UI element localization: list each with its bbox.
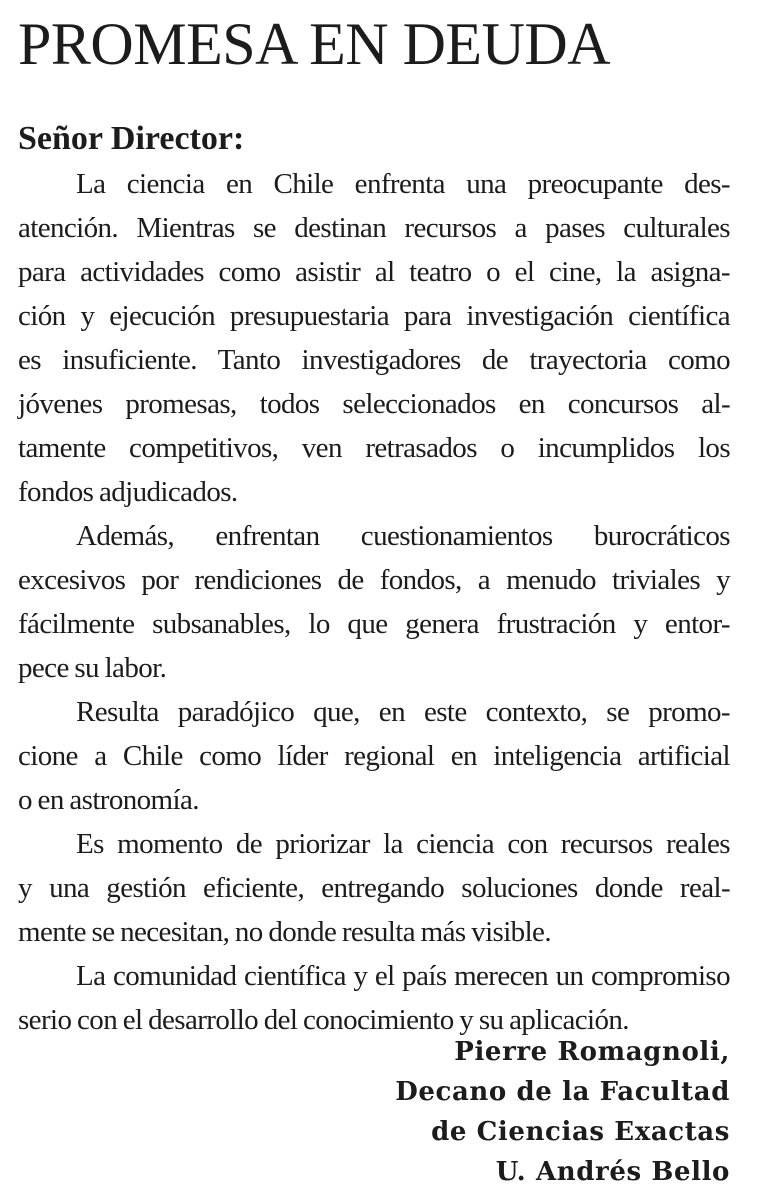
paragraph-1-line-3: para actividades como asistir al teatro o el cine, la asigna- — [18, 256, 730, 288]
paragraph-1-line-5: es insuficiente. Tanto investigadores de trayectoria como — [18, 344, 730, 376]
signature-name: Pierre Romagnoli, — [454, 1037, 730, 1067]
paragraph-1-line-6: jóvenes promesas, todos seleccionados en concursos al- — [18, 388, 730, 420]
paragraph-3-line-1: Resulta paradójico que, en este contexto, se promo- — [76, 696, 730, 728]
paragraph-1-line-8: fondos adjudicados. — [18, 476, 238, 508]
paragraph-1-line-4: ción y ejecución presupuestaria para investigación científica — [18, 300, 730, 332]
paragraph-2-line-3: fácilmente subsanables, lo que genera frustración y entor- — [18, 608, 730, 640]
signature-title: Decano de la Facultad — [395, 1077, 730, 1107]
signature-institution: U. Andrés Bello — [495, 1157, 730, 1187]
paragraph-2-line-4: pece su labor. — [18, 652, 167, 684]
salutation: Señor Director: — [18, 120, 245, 157]
paragraph-1-line-2: atención. Mientras se destinan recursos a pases culturales — [18, 212, 730, 244]
paragraph-1-line-7: tamente competitivos, ven retrasados o incumplidos los — [18, 432, 730, 464]
paragraph-4-line-1: Es momento de priorizar la ciencia con recursos reales — [76, 828, 730, 860]
paragraph-2-line-1: Además, enfrentan cuestionamientos burocráticos — [76, 520, 730, 552]
paragraph-2-line-2: excesivos por rendiciones de fondos, a menudo triviales y — [18, 564, 730, 596]
paragraph-5-line-2: serio con el desarrollo del conocimiento y su aplicación. — [18, 1004, 629, 1036]
paragraph-4-line-2: y una gestión eficiente, entregando soluciones donde real- — [18, 872, 730, 904]
paragraph-3-line-3: o en astronomía. — [18, 784, 199, 816]
paragraph-5-line-1: La comunidad científica y el país merecen un compromiso — [76, 960, 730, 992]
paragraph-4-line-3: mente se necesitan, no donde resulta más visible. — [18, 916, 551, 948]
headline: PROMESA EN DEUDA — [18, 11, 611, 77]
paragraph-1-line-1: La ciencia en Chile enfrenta una preocupante des- — [76, 168, 730, 200]
paragraph-3-line-2: cione a Chile como líder regional en inteligencia artificial — [18, 740, 730, 772]
signature-department: de Ciencias Exactas — [431, 1117, 730, 1147]
